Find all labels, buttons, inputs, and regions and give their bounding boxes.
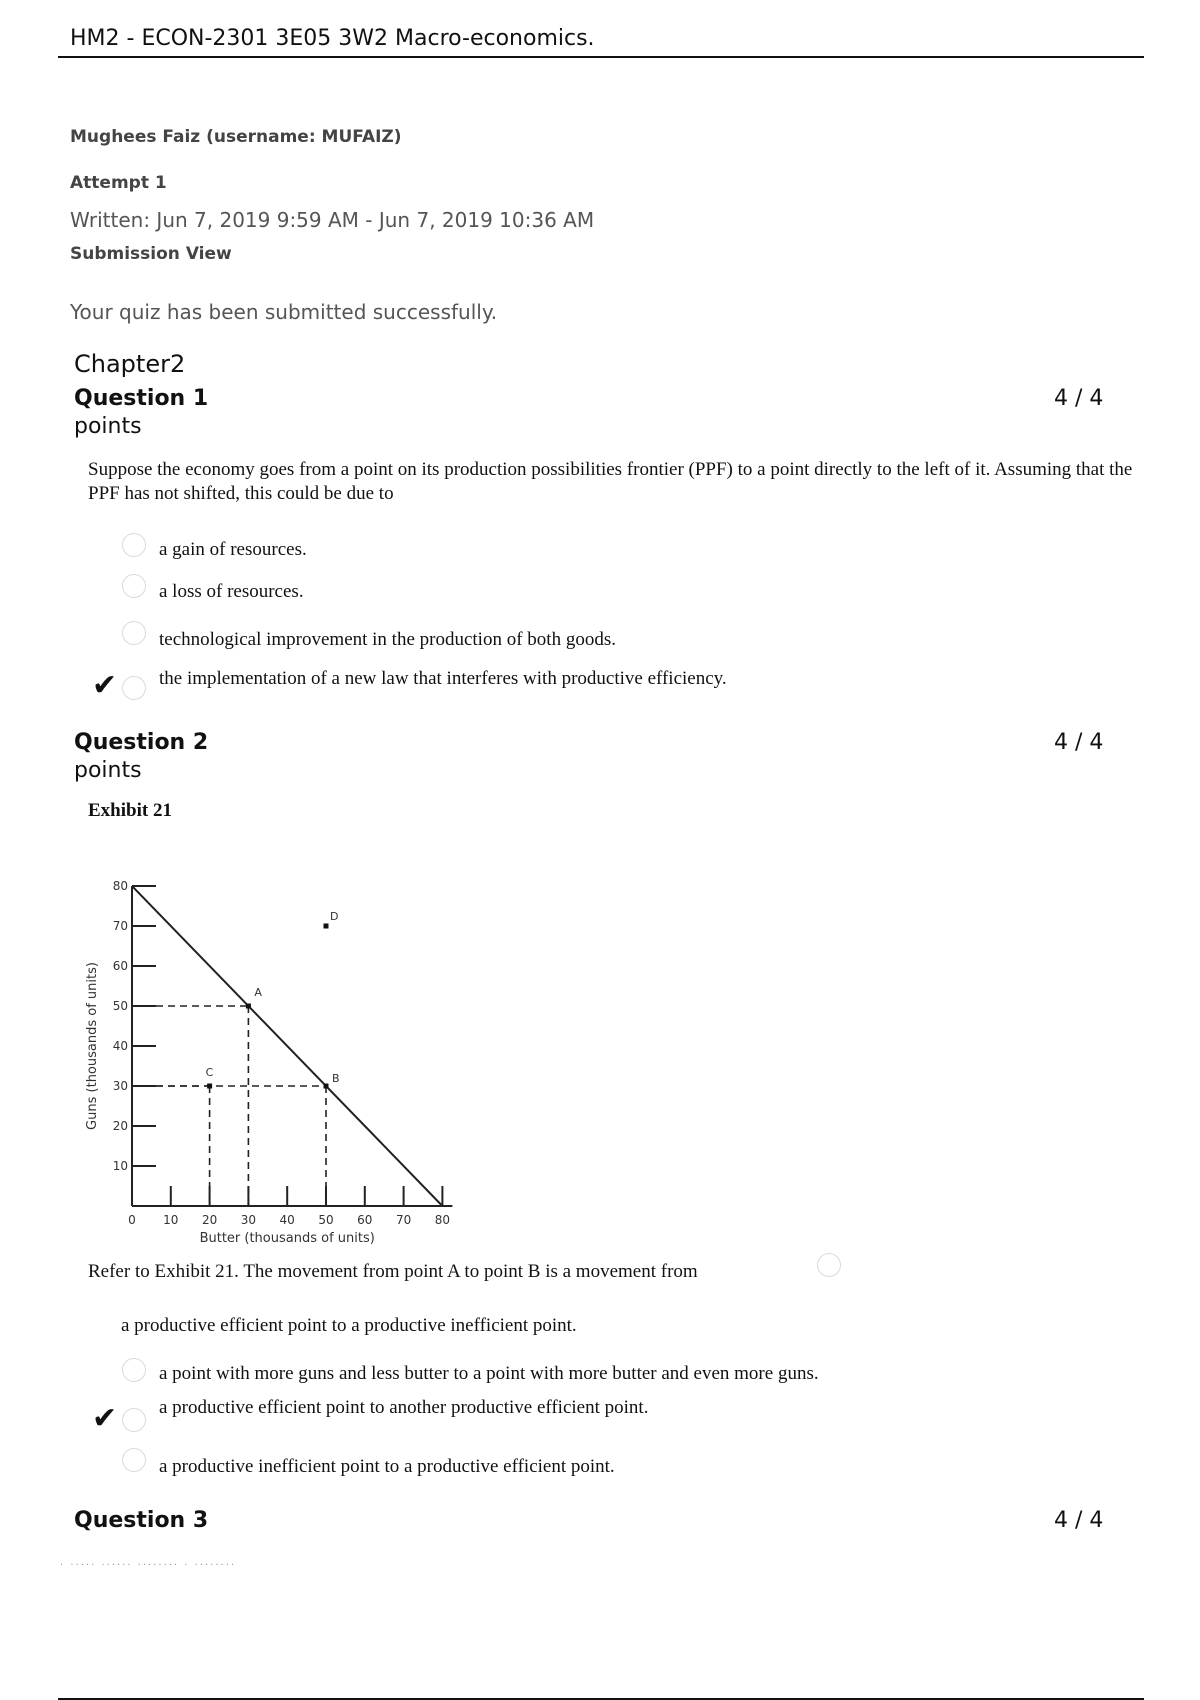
- question-2-points-label: points: [74, 758, 142, 783]
- y-tick-label-40: 40: [112, 1039, 128, 1053]
- submission-status-message: Your quiz has been submitted successfully.: [70, 300, 498, 324]
- page-break-artifact: . ..... ...... ........ . ........: [60, 1557, 237, 1568]
- chapter-title: Chapter2: [74, 350, 186, 378]
- point-D: [324, 924, 329, 929]
- x-tick-label-20: 20: [201, 1213, 218, 1227]
- question-1-title: Question 1: [74, 386, 209, 411]
- y-tick-label-30: 30: [112, 1079, 128, 1093]
- question-3-title: Question 3: [74, 1508, 209, 1533]
- point-C: [207, 1084, 212, 1089]
- point-B: [324, 1084, 329, 1089]
- submission-view-label: Submission View: [70, 244, 232, 264]
- x-tick-label-40: 40: [279, 1213, 295, 1227]
- q1-option-3-radio[interactable]: [122, 621, 146, 645]
- point-A: [246, 1004, 251, 1009]
- x-tick-label-30: 30: [240, 1213, 257, 1227]
- point-label-D: D: [330, 910, 339, 923]
- q2-option-1-label: a productive efficient point to a productive inefficient point.: [121, 1315, 577, 1336]
- q1-correct-checkmark-icon: ✔: [92, 668, 118, 703]
- q1-option-4-label: the implementation of a new law that interferes with productive efficiency.: [159, 668, 727, 689]
- question-1-score: 4 / 4: [1054, 386, 1104, 411]
- q2-option-3-label: a productive efficient point to another productive efficient point.: [159, 1397, 649, 1418]
- q1-option-1-radio[interactable]: [122, 533, 146, 557]
- q1-option-1-label: a gain of resources.: [159, 539, 307, 560]
- y-axis-title: Guns (thousands of units): [85, 962, 100, 1130]
- question-2-text: Refer to Exhibit 21. The movement from point A to point B is a movement from: [88, 1261, 698, 1282]
- question-1-points-label: points: [74, 414, 142, 439]
- y-tick-label-60: 60: [112, 959, 128, 973]
- y-tick-label-50: 50: [112, 999, 128, 1013]
- q2-option-2-label: a point with more guns and less butter to a point with more butter and even more guns.: [159, 1363, 819, 1384]
- header-divider: [58, 56, 1144, 58]
- y-tick-label-10: 10: [112, 1159, 128, 1173]
- point-label-B: B: [332, 1072, 340, 1085]
- written-timestamp: Written: Jun 7, 2019 9:59 AM - Jun 7, 2019 10:36 AM: [70, 208, 595, 232]
- x-tick-label-10: 10: [163, 1213, 179, 1227]
- point-label-C: C: [205, 1066, 214, 1079]
- q1-option-2-radio[interactable]: [122, 574, 146, 598]
- x-tick-label-70: 70: [395, 1213, 412, 1227]
- q2-option-2-radio[interactable]: [122, 1358, 146, 1382]
- x-tick-label-50: 50: [318, 1213, 334, 1227]
- q1-option-4-radio[interactable]: [122, 676, 146, 700]
- point-label-A: A: [254, 986, 262, 999]
- question-2-score: 4 / 4: [1054, 730, 1104, 755]
- x-tick-label-0: 0: [128, 1213, 136, 1227]
- x-tick-label-80: 80: [434, 1213, 451, 1227]
- y-tick-label-70: 70: [112, 919, 128, 933]
- question-2-title: Question 2: [74, 730, 209, 755]
- exhibit-title: Exhibit 21: [88, 800, 172, 821]
- ppf-line: [132, 886, 442, 1206]
- q2-option-4-radio[interactable]: [122, 1448, 146, 1472]
- attempt-label: Attempt 1: [70, 173, 167, 193]
- x-axis-title: Butter (thousands of units): [199, 1231, 375, 1246]
- page-header-title: HM2 - ECON-2301 3E05 3W2 Macro-economics.: [70, 26, 595, 51]
- y-tick-label-20: 20: [112, 1119, 128, 1133]
- x-tick-label-60: 60: [357, 1213, 373, 1227]
- question-1-text: Suppose the economy goes from a point on its production possibilities frontier (PPF) to a point directly to the left of it. Assuming that the PPF has not shifted, this could be due to: [88, 459, 1133, 504]
- ppf-chart: [78, 850, 478, 1260]
- y-tick-label-80: 80: [112, 879, 128, 893]
- q1-option-3-label: technological improvement in the production of both goods.: [159, 629, 616, 650]
- question-3-score: 4 / 4: [1054, 1508, 1104, 1533]
- q2-option-3-radio[interactable]: [122, 1408, 146, 1432]
- q1-option-2-label: a loss of resources.: [159, 581, 304, 602]
- q2-correct-checkmark-icon: ✔: [92, 1401, 118, 1436]
- user-name: Mughees Faiz (username: MUFAIZ): [70, 127, 402, 147]
- q2-option-4-label: a productive inefficient point to a productive efficient point.: [159, 1456, 615, 1477]
- q2-option-1-radio[interactable]: [817, 1253, 841, 1277]
